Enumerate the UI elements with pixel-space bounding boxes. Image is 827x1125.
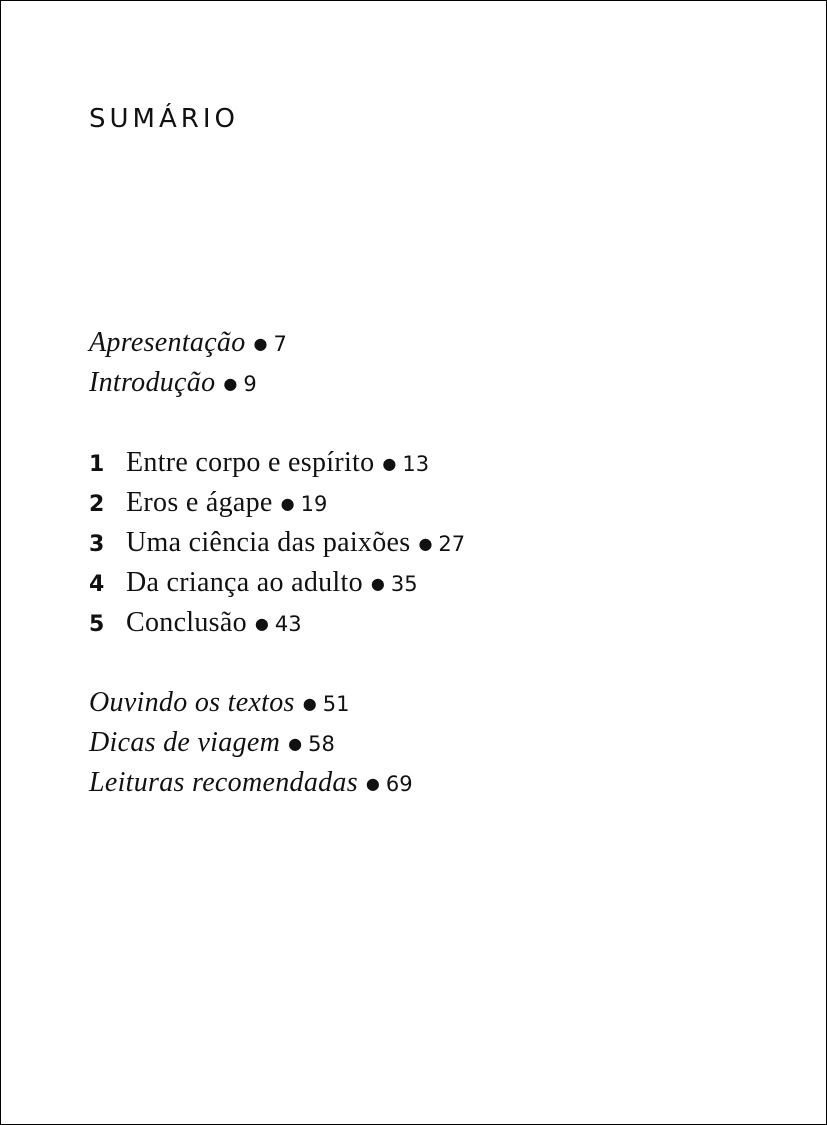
bullet-separator: ● [254,614,269,633]
toc-entry-title: Conclusão [126,607,247,638]
toc-entry-title: Leituras recomendadas [89,767,358,798]
chapter-number: 1 [89,452,105,477]
bullet-separator: ● [280,494,295,513]
chapter-number: 3 [89,532,105,557]
toc-entry-title: Uma ciência das paixões [126,527,411,558]
toc-entry-title: Dicas de viagem [89,727,281,758]
bullet-separator: ● [223,374,238,393]
toc-entry-apresentacao [89,323,789,363]
bullet-separator: ● [418,534,433,553]
toc-entry-ouvindo-os-textos [89,683,789,723]
toc-entry-leituras-recomendadas [89,763,789,803]
bullet-separator: ● [302,694,317,713]
toc-entry-dicas-de-viagem [89,723,789,763]
toc-page-number: 13 [402,452,430,476]
toc-entry-title: Introdução [89,367,216,398]
bullet-separator: ● [365,774,380,793]
page-title: SUMÁRIO [89,104,239,134]
toc-page-number: 58 [308,732,335,756]
toc-chapter-2 [89,483,789,523]
table-of-contents [89,323,789,803]
toc-page-number: 69 [385,772,413,796]
toc-page-number: 9 [243,372,257,396]
chapter-number: 4 [89,572,105,597]
front-matter-list [89,323,789,403]
bullet-separator: ● [288,734,303,753]
toc-page-number: 19 [300,492,328,516]
back-matter-list [89,683,789,803]
toc-page-number: 51 [322,692,350,716]
toc-page-number: 27 [438,532,466,556]
chapter-list [89,443,789,643]
toc-entry-title: Entre corpo e espírito [126,447,375,478]
chapter-number: 5 [89,612,105,637]
toc-page-number: 7 [273,332,287,356]
chapter-number: 2 [89,492,105,517]
bullet-separator: ● [253,334,268,353]
toc-entry-title: Da criança ao adulto [126,567,363,598]
toc-chapter-4 [89,563,789,603]
toc-chapter-1 [89,443,789,483]
toc-entry-title: Ouvindo os textos [89,687,295,718]
toc-entry-introducao [89,363,789,403]
toc-entry-title: Apresentação [89,327,246,358]
toc-entry-title: Eros e ágape [126,487,273,518]
toc-chapter-5 [89,603,789,643]
toc-page-number: 35 [390,572,418,596]
toc-page-number: 43 [274,612,302,636]
bullet-separator: ● [370,574,385,593]
bullet-separator: ● [382,454,397,473]
toc-chapter-3 [89,523,789,563]
